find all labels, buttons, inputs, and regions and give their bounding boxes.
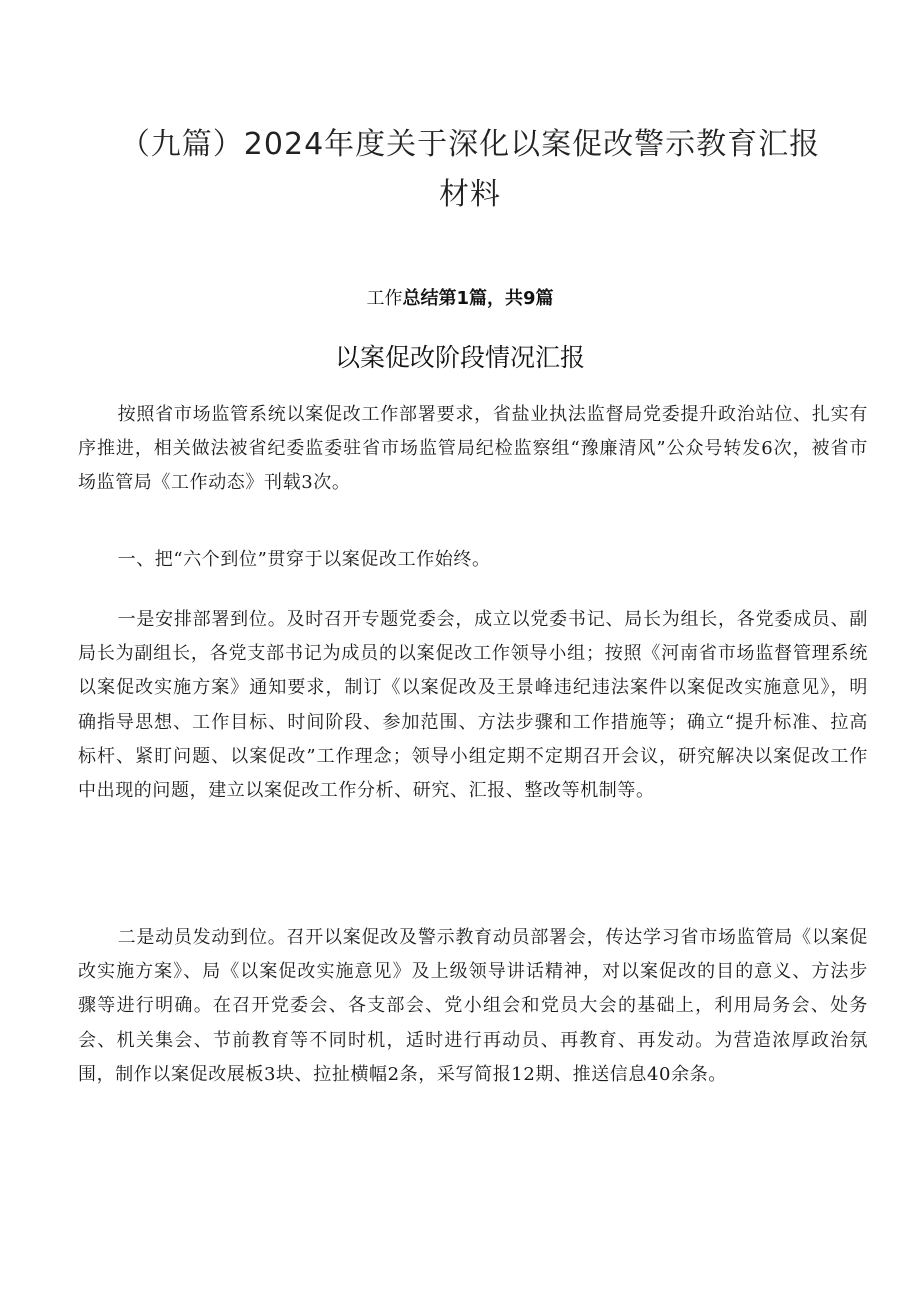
paragraph-deployment: 一是安排部署到位。及时召开专题党委会，成立以党委书记、局长为组长，各党委成员、副局长为副组长，各党支部书记为成员的以案促改工作领导小组；按照《河南省市场监督管理系统以案促改实施方案》通知要求，制订《以案促改及王景峰违纪违法案件以案促改实施意见》，明确指导思想、工作目标、时间阶段、参加范围、方法步骤和工作措施等；确立“提升标准、拉高标杆、紧盯问题、以案促改”工作理念；领导小组定期不定期召开会议，研究解决以案促改工作中出现的问题，建立以案促改工作分析、研究、汇报、整改等机制等。 <box>78 609 868 802</box>
document-title-line-1: （九篇）2024年度关于深化以案促改警示教育汇报 <box>119 127 821 162</box>
document-title <box>90 120 850 220</box>
series-label-prefix: 工作 <box>366 288 403 309</box>
series-label-count: 总结第1篇，共9篇 <box>402 288 554 309</box>
series-label <box>0 286 920 312</box>
intro-paragraph: 按照省市场监管系统以案促改工作部署要求，省盐业执法监督局党委提升政治站位、扎实有序推进，相关做法被省纪委监委驻省市场监管局纪检监察组“豫廉清风”公众号转发6次，被省市场监管局《工作动态》刊载3次。 <box>78 404 868 494</box>
section-title: 以案促改阶段情况汇报 <box>334 343 585 372</box>
paragraph-mobilization: 二是动员发动到位。召开以案促改及警示教育动员部署会，传达学习省市场监管局《以案促改实施方案》、局《以案促改实施意见》及上级领导讲话精神，对以案促改的目的意义、方法步骤等进行明确。在召开党委会、各支部会、党小组会和党员大会的基础上，利用局务会、处务会、机关集会、节前教育等不同时机，适时进行再动员、再教育、再发动。为营造浓厚政治氛围，制作以案促改展板3块、拉扯横幅2条，采写简报12期、推送信息40余条。 <box>78 927 868 1085</box>
section-heading-1: 一、把“六个到位”贯穿于以案促改工作始终。 <box>117 549 491 570</box>
document-title-line-2: 材料 <box>439 177 501 212</box>
